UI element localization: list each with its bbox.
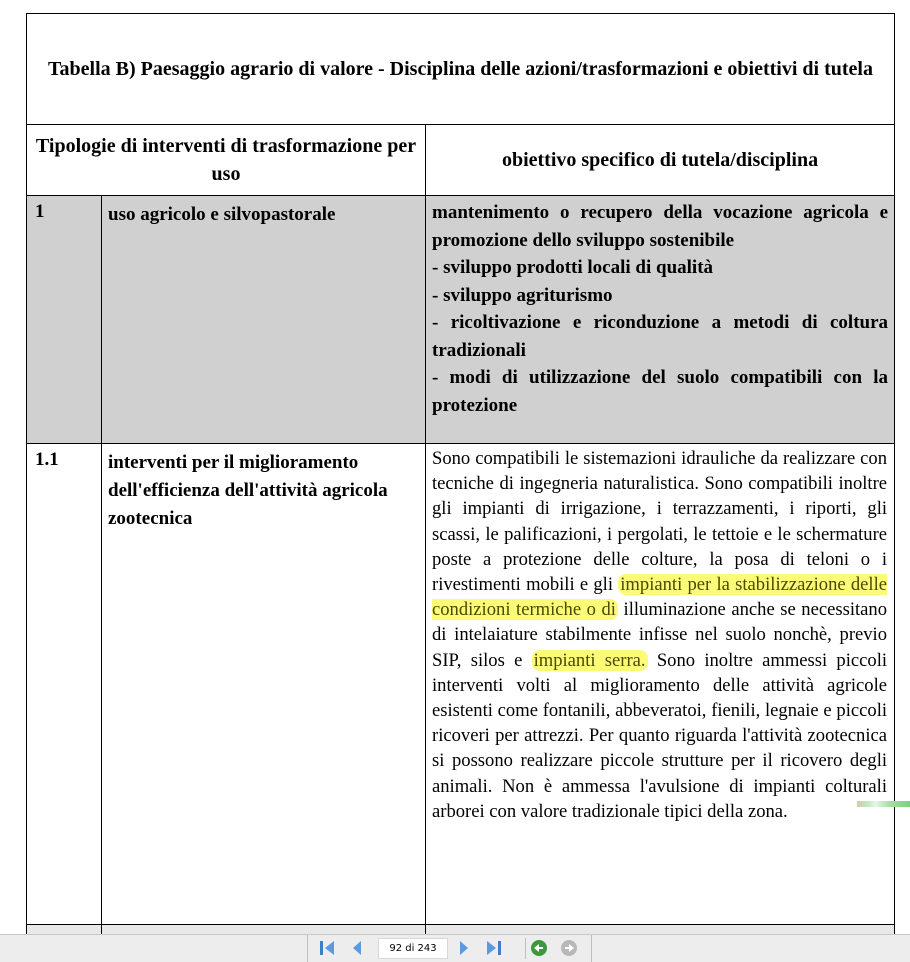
previous-page-icon[interactable] (348, 939, 366, 957)
row-number: 1.1 (27, 444, 102, 925)
page-navigation-toolbar (0, 934, 910, 962)
table-row (27, 196, 895, 444)
objective-intro: mantenimento o recupero della vocazione agricola e promozione dello sviluppo sostenibile (432, 202, 889, 251)
last-page-icon[interactable] (485, 939, 503, 957)
row-use: uso agricolo e silvopastorale (102, 196, 426, 444)
text-part: Sono compatibili le sistemazioni idrauliche da realizzare con tecniche di ingegneria naturalistica. Sono compatibili inoltre gli impianti di irrigazione, i terrazzamenti, i riporti, gli scassi, le palificazioni, i pergolati, le tettoie e le schermature poste a protezione delle colture, la posa di teloni o i rivestimenti mobili e gli (432, 448, 888, 596)
table-title: Tabella B) Paesaggio agrario di valore - Disciplina delle azioni/trasformazioni e obiettivi di tutela (27, 14, 895, 125)
header-intervention-types: Tipologie di interventi di trasformazione per uso (27, 125, 426, 196)
first-page-icon[interactable] (318, 939, 336, 957)
page-number-field[interactable]: 92 di 243 (378, 938, 448, 959)
next-page-icon[interactable] (455, 939, 473, 957)
row-number: 1 (27, 196, 102, 444)
back-icon[interactable] (530, 939, 548, 957)
objective-item: - ricoltivazione e riconduzione a metodi di coltura tradizionali (432, 312, 889, 361)
table-row (27, 444, 895, 925)
regulation-table (26, 13, 895, 934)
highlighted-text: impianti serra. (533, 649, 646, 671)
objective-item: - modi di utilizzazione del suolo compatibili con la protezione (432, 367, 889, 416)
title-row (27, 14, 895, 125)
forward-icon[interactable] (560, 939, 578, 957)
navigation-group (307, 935, 592, 962)
highlighted-text: impianti per la stabilizzazione delle condizioni termiche o di (432, 574, 888, 621)
objective-item: - sviluppo prodotti locali di qualità (432, 257, 714, 278)
objective-item: - sviluppo agriturismo (432, 284, 613, 306)
text-part: illuminazione anche se necessitano di intelaiature stabilmente infisse nel suolo nonchè, previo SIP, silos e (432, 599, 888, 671)
row-use: interventi per il miglioramento dell'efficienza dell'attività agricola zootecnica (102, 444, 426, 925)
row-objective (426, 444, 895, 925)
toolbar-separator (525, 938, 526, 959)
text-part: Sono inoltre ammessi piccoli interventi volti al miglioramento delle attività agricole esistenti come fontanili, abbeveratoi, fienili, legnaie e piccoli ricoveri per attrezzi. Per quanto riguarda l'attività zootecnica si possono realizzare piccole strutture per il ricovero degli animali. Non è ammessa l'avulsione di impianti colturali arborei con valore tradizionale tipici della zona. (432, 649, 888, 822)
table-row-partial (27, 925, 895, 935)
row-objective (426, 196, 895, 444)
header-row (27, 125, 895, 196)
render-artifact (857, 801, 910, 807)
header-objective: obiettivo specifico di tutela/disciplina (426, 125, 895, 196)
